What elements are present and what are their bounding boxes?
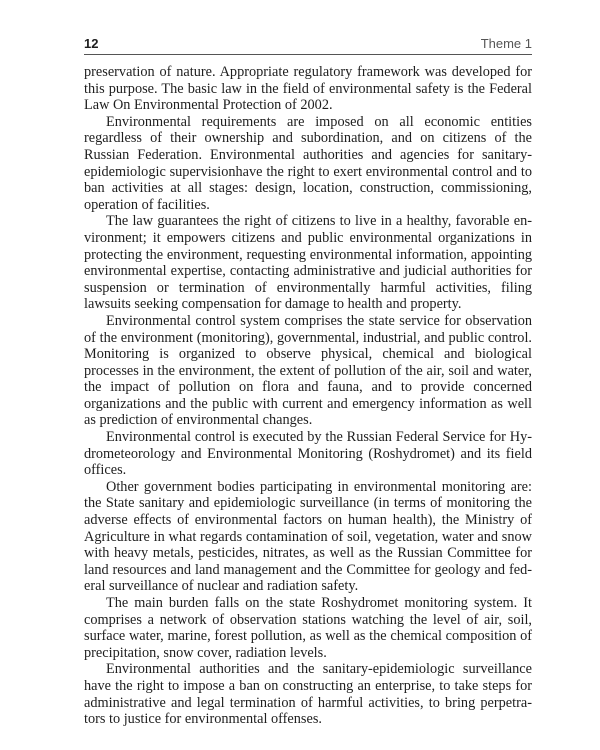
paragraph: Other government bodies participating in environmental monitoring are: the State sanitary and epidemiologic surveillance (in terms of monitoring the adverse effects of environmental factors on human health), the Ministry of Agriculture in what regards contamination of soil, vegetation, water and snow with heavy metals, pesticides, nitrates, as well as the Russian Committee for land resources and land management and the Committee for geology and federal surveillance of nuclear and radiation safety. bbox=[84, 478, 532, 595]
header-divider bbox=[84, 54, 532, 55]
paragraph: The law guarantees the right of citizens to live in a healthy, favorable environment; it empowers citizens and public environmental organizations in protecting the environment, requesting environmental information, appointing environmental expertise, contacting administrative and judicial authorities for suspension or termination of environmentally harmful activities, filing lawsuits seeking compensation for damage to health and property. bbox=[84, 213, 532, 313]
paragraph: Environmental control system comprises the state service for observation of the environment (monitoring), governmental, industrial, and public control. Monitoring is organized to observe physical, chemical and biological processes in the environment, the extent of pollution of the air, soil and water, the impact of pollution on flora and fauna, and to provide concerned organizations and the public with current and emergency information as well as prediction of environmental changes. bbox=[84, 312, 532, 429]
section-title: Theme 1 bbox=[480, 36, 532, 51]
paragraph: preservation of nature. Appropriate regulatory framework was developed for this purpose. The basic law in the field of environmental safety is the Federal Law On Environmental Protection of 2002. bbox=[84, 64, 532, 114]
paragraph: Environmental control is executed by the Russian Federal Service for Hydrometeorology and Environmental Monitoring (Roshydromet) and its field offices. bbox=[84, 429, 532, 479]
paragraph: Environmental requirements are imposed on all economic entities regardless of their ownership and subordination, and on citizens of the Russian Federation. Environmental authorities and agencies for sanitary-epidemiologic supervisionhave the right to exert environmental control and to ban activities at all stages: design, location, construction, commissioning, operation of facilities. bbox=[84, 113, 532, 213]
paragraph: The main burden falls on the state Roshydromet monitoring system. It comprises a network of observation stations watching the level of air, soil, surface water, marine, forest pollution, as well as the chemical composition of precipitation, snow cover, radiation levels. bbox=[84, 595, 532, 661]
page-number: 12 bbox=[84, 36, 99, 51]
body-text bbox=[84, 64, 532, 728]
page-header bbox=[84, 36, 532, 56]
paragraph: Environmental authorities and the sanitary-epidemiologic surveillance have the right to impose a ban on constructing an enterprise, to take steps for administrative and legal termination of harmful activities, to bring perpetrators to justice for environmental offenses. bbox=[84, 661, 532, 728]
